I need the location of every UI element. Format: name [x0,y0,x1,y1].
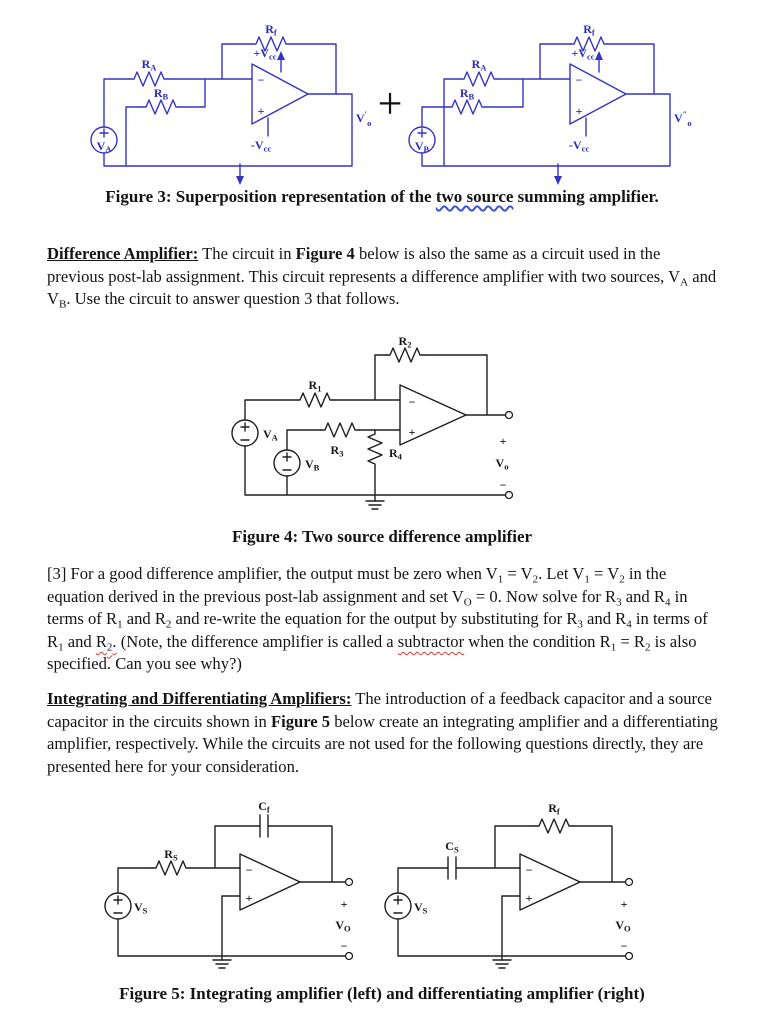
opamp-minus-input: − [245,863,253,877]
fig3-left-circuit [91,22,371,185]
opamp-minus-input: − [575,73,583,87]
source-plus-sign [100,129,108,137]
ground-symbol [493,960,511,968]
spellcheck-flagged-text: subtractor [397,631,465,651]
text-run: . Let V [538,564,585,583]
vcc-arrowhead [595,51,603,60]
resistor-r3 [321,423,359,437]
opamp-minus-input: − [257,73,265,87]
va-source-signs [241,423,249,440]
r2-label: $R_2$ [398,334,412,350]
figure3-caption [0,187,764,207]
va-label: VA [96,139,112,154]
spellcheck-flagged-text: R [95,631,107,651]
vs-source-signs [394,896,402,913]
vo-label: $V_O$ [615,918,631,934]
vo-label: $V_O$ [335,918,351,934]
caption-flagged-text: two source [435,187,514,206]
fig5-differentiator-circuit [385,801,633,968]
figure5-diagram [0,798,764,982]
text-run: The introduction of a feedback capacitor and a source capacitor in the circuits shown in [47,689,712,731]
fig5-integrator-circuit [105,799,353,968]
text-run: and V [47,266,717,309]
text-run: and R [582,609,627,629]
subscript: 4 [626,618,632,631]
capacitor-cs [448,857,456,879]
wires [118,826,346,960]
resistor-r2 [386,348,424,362]
resistor-ra [130,72,168,86]
output-minus-sign: − [340,939,348,953]
text-run: and R [621,586,665,606]
resistor-rs [152,861,190,875]
text-run: The circuit in [198,244,296,263]
superposition-plus-operator: + [377,79,403,128]
subscript: 1 [58,641,64,654]
text-run: [3] For a good difference amplifier, the output must be zero when V [47,564,498,583]
vo-prime-label: $V'_o$ [356,109,372,128]
integrating-paragraph [47,688,718,778]
vo-doubleprime-label: $V''_o$ [674,109,692,128]
text-run: is also specified. Can you see why?) [47,631,697,674]
subscript: O [463,596,472,609]
r3-label: $R_3$ [330,443,344,459]
vs-label: $V_S$ [134,900,148,916]
text-run: = R [616,631,645,651]
vo-label: $V_o$ [495,456,509,472]
wires [422,44,670,166]
output-terminal-bottom [506,492,513,499]
vb-label: $V_B$ [305,457,320,473]
source-plus-sign [418,129,426,137]
subscript: 2 [619,573,625,586]
ra-label: $R_A$ [471,57,487,73]
text-run: and R [122,609,166,629]
subscript: 4 [664,596,671,609]
subscript: B [58,298,67,311]
va-label: $V_A$ [263,427,278,443]
wires [245,355,506,501]
text-run: below create an integrating amplifier and a differentiating amplifier, respectively. While the circuits are not used for the following questions directly, they are presented here for your consideration. [47,711,718,776]
figure-reference: Figure 5 [270,711,331,731]
vcc-neg-label: $-V_{cc}$ [568,138,590,154]
subscript: 3 [577,618,583,631]
output-terminal-top [506,412,513,419]
text-run: in terms of R [47,586,688,629]
rs-label: $R_S$ [164,847,178,863]
section-heading: Integrating and Differentiating Amplifiers: [47,689,352,708]
cf-label: $C_f$ [258,799,270,815]
rb-label: $R_B$ [153,86,169,102]
cs-label: $C_S$ [445,839,459,855]
caption-text: summing amplifier. [513,187,659,206]
rf-label: $R_f$ [548,801,560,817]
r1-label: $R_1$ [308,378,322,394]
text-run: and re-write the equation for the output by substituting for R [171,609,578,629]
subscript: 1 [497,573,504,586]
figure4-caption: Figure 4: Two source difference amplifier [231,527,533,546]
vcc-arrowhead [277,51,285,60]
text-run: and [63,631,96,651]
vs-label: $V_S$ [414,900,428,916]
resistor-r4 [368,430,382,468]
rf-label: $R_f$ [265,22,277,38]
fig3-right-circuit [409,22,692,185]
text-run: . Use the circuit to answer question 3 that follows. [66,289,400,309]
resistor-rf [535,819,573,833]
caption-text: Figure 3: Superposition representation of the [105,187,436,206]
output-terminal-bottom [346,953,353,960]
section-heading: Difference Amplifier: [47,244,199,263]
text-run: = V [589,564,620,583]
rf-label: $R_f$ [583,22,595,38]
figure-reference: Figure 4 [295,244,355,263]
difference-amplifier-paragraph [47,243,718,311]
text-run: (Note, the difference amplifier is called a [116,631,398,651]
ground-arrowhead [554,176,562,185]
vcc-pos-label: $+V_{cc}$ [253,46,277,62]
text-run: = 0. Now solve for R [471,586,617,606]
capacitor-cf [260,815,268,837]
vb-source-signs [283,453,291,470]
figure4-diagram [0,333,764,523]
output-plus-sign: + [340,897,348,911]
vs-source-signs [114,896,122,913]
subscript: 2 [532,573,539,586]
subscript: 1 [117,618,123,631]
resistor-rb [142,100,180,114]
subscript: A [680,276,689,289]
subscript: 1 [584,573,590,586]
output-terminal-bottom [626,953,633,960]
subscript: 3 [616,596,622,609]
output-terminal-top [346,879,353,886]
ground-arrowhead [236,176,244,185]
output-terminal-top [626,879,633,886]
rb-label: $R_B$ [459,86,475,102]
opamp-minus-input: − [525,863,533,877]
wires [398,826,626,960]
opamp-plus-input: + [575,104,583,118]
ground-symbol [213,960,231,968]
subscript: 2 [106,641,113,654]
text-run: when the condition R [464,631,611,651]
figure3-diagram [0,6,764,188]
vcc-neg-label: $-V_{cc}$ [250,138,272,154]
resistor-rb [448,100,486,114]
opamp-plus-input: + [408,425,416,439]
output-minus-sign: − [499,478,507,492]
question3-paragraph [47,563,718,676]
opamp-plus-input: + [525,891,533,905]
opamp-plus-input: + [245,891,253,905]
text-run: in the equation derived in the previous post-lab assignment and set V [47,564,667,606]
output-minus-sign: − [620,939,628,953]
opamp-minus-input: − [408,395,416,409]
vcc-pos-label: $+V_{cc}$ [571,46,595,62]
vb-label: VB [414,139,430,154]
output-plus-sign: + [620,897,628,911]
subscript: 2 [644,641,651,654]
text-run: = V [503,564,533,583]
fig4-circuit [232,334,513,509]
spellcheck-flagged-text: . [112,631,117,651]
ra-label: $R_A$ [141,57,157,73]
ground-symbol [366,501,384,509]
resistor-r1 [296,393,334,407]
subscript: 1 [610,641,617,654]
opamp-plus-input: + [257,104,265,118]
subscript: 2 [165,618,172,631]
figure5-caption: Figure 5: Integrating amplifier (left) and differentiating amplifier (right) [119,984,645,1003]
text-run: in terms of R [47,609,708,651]
output-plus-sign: + [499,434,507,448]
text-run: below is also the same as a circuit used in the previous post-lab assignment. This circuit represents a difference amplifier with two sources, V [47,244,681,286]
resistor-ra [460,72,498,86]
r4-label: $R_4$ [389,446,402,462]
